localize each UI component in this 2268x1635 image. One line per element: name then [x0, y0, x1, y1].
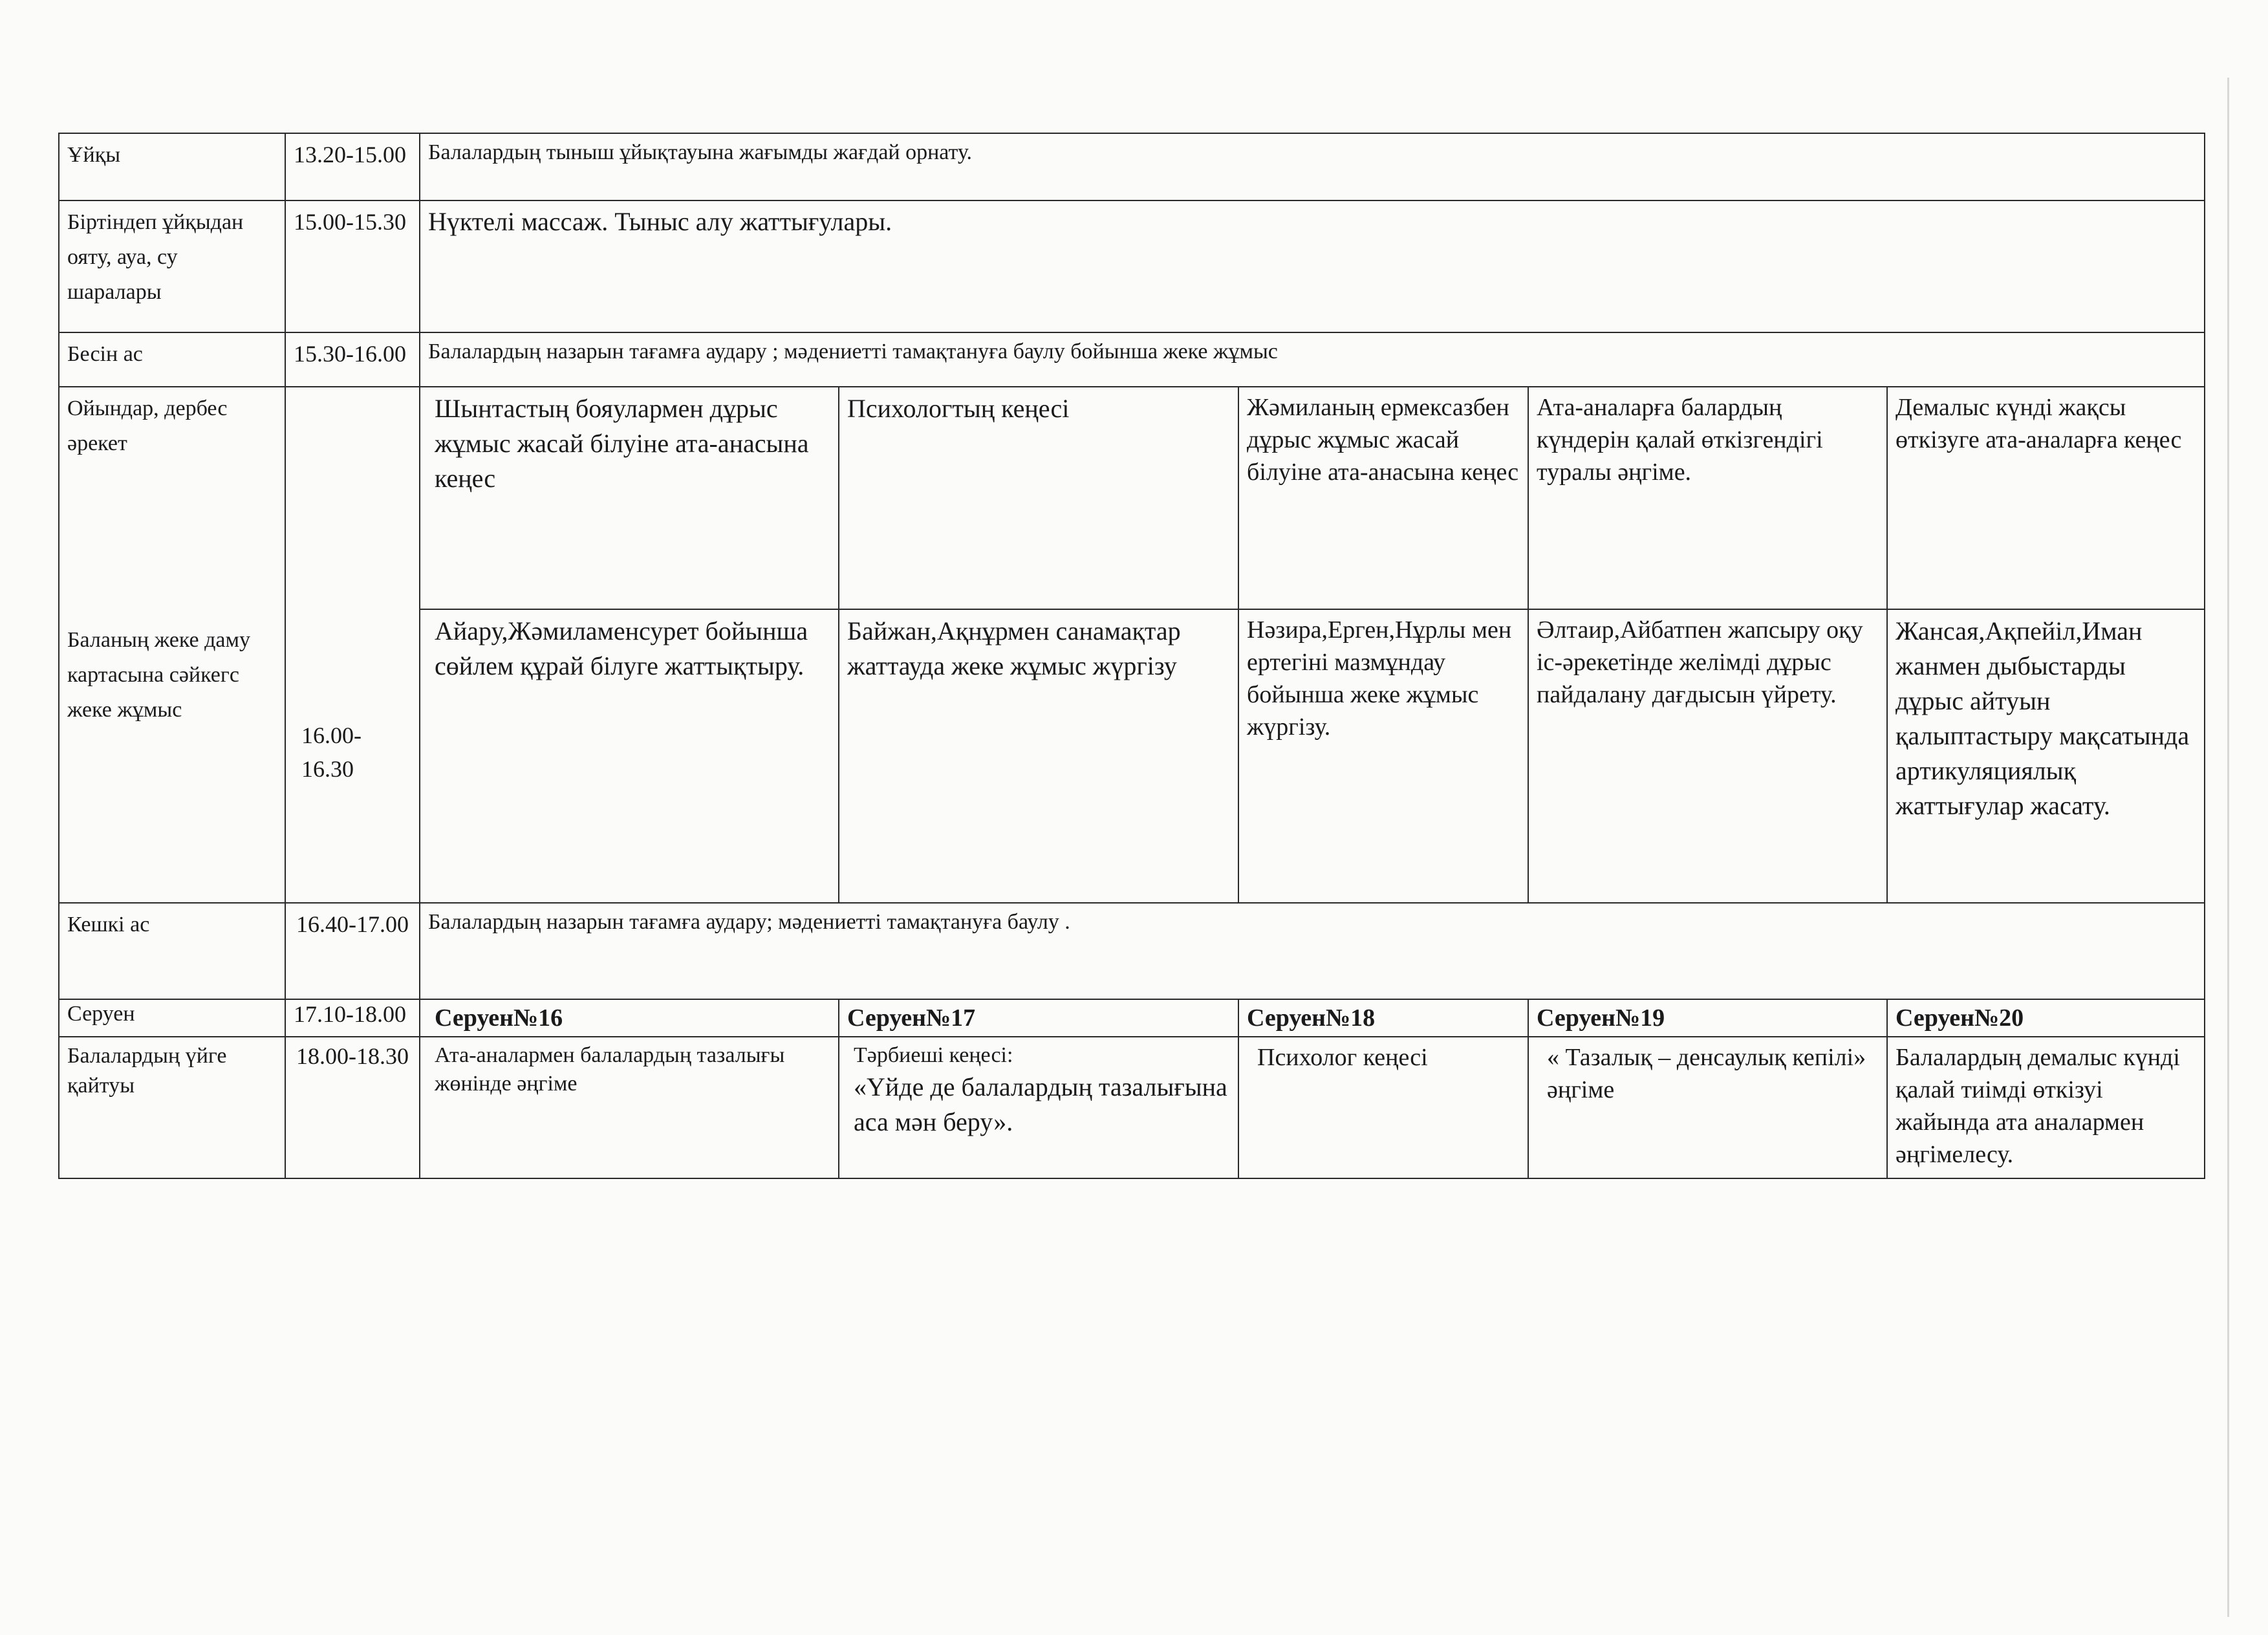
daily-schedule-table: [58, 133, 2205, 1179]
table-row: [59, 133, 2205, 200]
walk-cell: Серуен№18: [1238, 999, 1528, 1037]
going-home-cell: Ата-аналармен балалардың тазалығы жөнінде әңгіме: [420, 1037, 839, 1178]
time-cell: 15.00-15.30: [285, 200, 420, 332]
table-row: [59, 999, 2205, 1037]
description-cell: Нүктелі массаж. Тыныс алу жаттығулары.: [420, 200, 2205, 332]
activity-cell: [59, 387, 285, 903]
activity-cell: Серуен: [59, 999, 285, 1037]
consult-cell: Демалыс күнді жақсы өткізуге ата-аналарға кеңес: [1887, 387, 2205, 609]
activity-cell: Бесін ас: [59, 332, 285, 387]
time-cell: 16.40-17.00: [285, 903, 420, 999]
activity-cell: Ұйқы: [59, 133, 285, 200]
consult-cell: Жәмиланың ермексазбен дұрыс жұмыс жасай білуіне ата-анасына кеңес: [1238, 387, 1528, 609]
consult-cell: Психологтың кеңесі: [839, 387, 1238, 609]
table-row: [59, 200, 2205, 332]
walk-cell: Серуен№20: [1887, 999, 2205, 1037]
time-cell: 17.10-18.00: [285, 999, 420, 1037]
walk-cell: Серуен№17: [839, 999, 1238, 1037]
going-home-cell: Психолог кеңесі: [1238, 1037, 1528, 1178]
walk-cell: Серуен№19: [1528, 999, 1887, 1037]
individual-work-cell: Әлтаир,Айбатпен жапсыру оқу іс-әрекетінде желімді дұрыс пайдалану дағдысын үйрету.: [1528, 609, 1887, 903]
individual-work-cell: Нәзира,Ерген,Нұрлы мен ертегіні мазмұндау бойынша жеке жұмыс жүргізу.: [1238, 609, 1528, 903]
description-cell: Балалардың назарын тағамға аудару ; мәдениетті тамақтануға баулу бойынша жеке жұмыс: [420, 332, 2205, 387]
individual-work-cell: Айару,Жәмиламенсурет бойынша сөйлем құрай білуге жаттықтыру.: [420, 609, 839, 903]
table-row: [59, 1037, 2205, 1178]
individual-work-cell: Байжан,Ақнұрмен санамақтар жаттауда жеке жұмыс жүргізу: [839, 609, 1238, 903]
walk-cell: Серуен№16: [420, 999, 839, 1037]
schedule-sheet: [58, 133, 2204, 1179]
description-cell: Балалардың назарын тағамға аудару; мәдениетті тамақтануға баулу .: [420, 903, 2205, 999]
time-cell: 16.00-16.30: [285, 387, 420, 903]
description-cell: Балалардың тыныш ұйықтауына жағымды жағдай орнату.: [420, 133, 2205, 200]
activity-cell: Біртіндеп ұйқыдан ояту, ауа, су шаралары: [59, 200, 285, 332]
time-cell: 15.30-16.00: [285, 332, 420, 387]
table-row: [59, 387, 2205, 609]
page-edge: [2227, 78, 2229, 1617]
consult-cell: Шынтастың бояулармен дұрыс жұмыс жасай білуіне ата-анасына кеңес: [420, 387, 839, 609]
consult-cell: Ата-аналарға балардың күндерін қалай өткізгендігі туралы әңгіме.: [1528, 387, 1887, 609]
teacher-advice-label: Тәрбиеші кеңесі:: [854, 1043, 1013, 1067]
activity-individual-label: Баланың жеке даму картасына сәйкегс жеке жұмыс: [67, 628, 251, 722]
table-row: [59, 903, 2205, 999]
going-home-cell: Балалардың демалыс күнді қалай тиімді өткізуі жайында ата аналармен әңгімелесу.: [1887, 1037, 2205, 1178]
going-home-cell: [839, 1037, 1238, 1178]
teacher-advice-text: «Үйде де балалардың тазалығына аса мән беру».: [854, 1072, 1227, 1136]
activity-games-label: Ойындар, дербес әрекет: [67, 396, 228, 455]
table-row: [59, 332, 2205, 387]
activity-cell: Кешкі ас: [59, 903, 285, 999]
time-cell: 13.20-15.00: [285, 133, 420, 200]
time-cell: 18.00-18.30: [285, 1037, 420, 1178]
going-home-cell: « Тазалық – денсаулық кепілі» әңгіме: [1528, 1037, 1887, 1178]
individual-work-cell: Жансая,Ақпейіл,Иман жанмен дыбыстарды дұрыс айтуын қалыптастыру мақсатында артикуляциялық жаттығулар жасату.: [1887, 609, 2205, 903]
activity-cell: Балалардың үйге қайтуы: [59, 1037, 285, 1178]
